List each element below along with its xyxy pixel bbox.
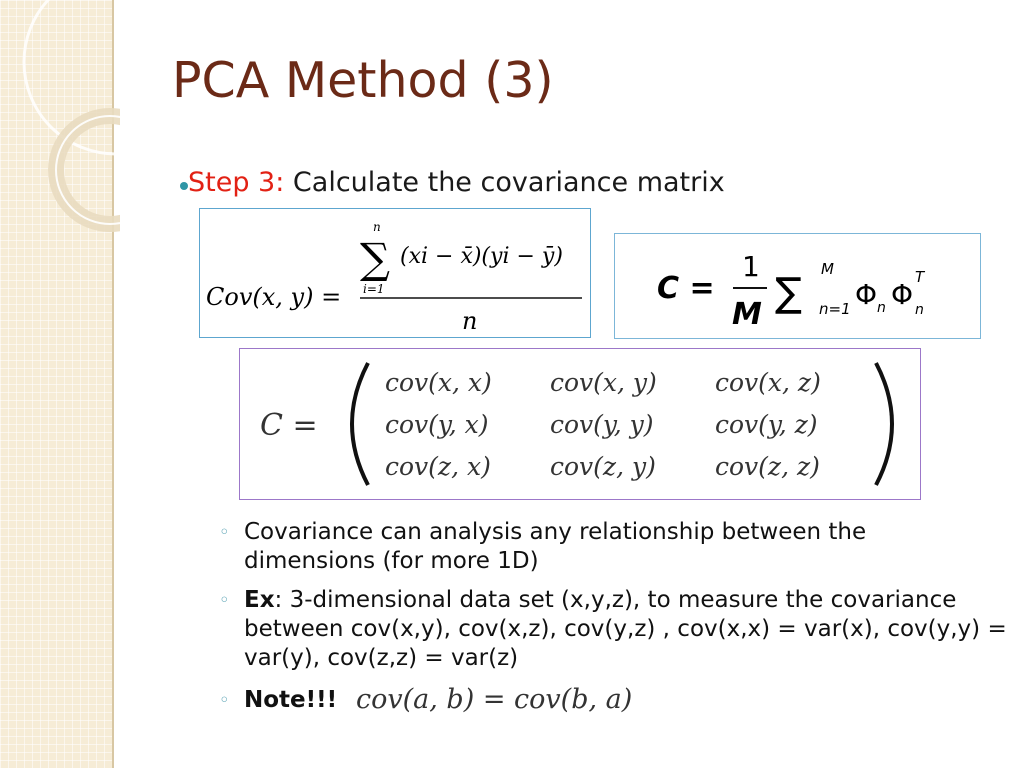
formula2-sum-lower: n=1 <box>819 300 851 318</box>
decorative-circles <box>0 0 120 260</box>
matrix-right-paren <box>876 363 892 485</box>
covariance-matrix-formula <box>239 348 921 500</box>
matrix-cell: cov(z, x) <box>385 452 491 481</box>
covariance-formula <box>199 208 591 338</box>
bullet-marker <box>180 182 188 190</box>
matrix-cell: cov(x, z) <box>715 368 821 397</box>
formula2-sum-sign: ∑ <box>775 270 802 316</box>
sum-sign: ∑ <box>360 234 390 283</box>
formula2-frac-den: M <box>732 297 762 332</box>
formula1-lhs: Cov(x, y) = <box>206 283 342 311</box>
formula1-denominator: n <box>462 307 478 335</box>
formula2-lhs: C = <box>657 271 715 306</box>
main-bullet <box>188 167 725 198</box>
step-label: Step 3: <box>188 167 285 198</box>
sub-bullet-marker: ◦ <box>219 690 230 711</box>
covariance-sum-formula <box>614 233 981 339</box>
covariance-sum-graphic <box>615 234 980 338</box>
formula2-frac-num: 1 <box>742 250 760 283</box>
note-label: Note!!! <box>244 687 338 713</box>
sub-bullet-marker: ◦ <box>219 590 230 611</box>
note-formula-text: cov(a, b) = cov(b, a) <box>356 684 633 715</box>
step-text: Calculate the covariance matrix <box>284 167 725 198</box>
example-text: : 3-dimensional data set (x,y,z), to measure the covariance between cov(x,y), cov(x,z), cov(y,z) , cov(x,x) = var(x), cov(y,y) = var(y), cov(z,z) = var(z) <box>244 587 1007 671</box>
sub-bullet-covariance <box>244 518 944 576</box>
slide-title: PCA Method (3) <box>172 52 554 109</box>
sub-bullet-text: Covariance can analysis any relationship between the dimensions (for more 1D) <box>244 519 867 574</box>
matrix-cell: cov(y, x) <box>385 410 489 439</box>
formula1-sum-lower: i=1 <box>363 282 385 296</box>
matrix-cell: cov(x, y) <box>550 368 657 397</box>
matrix-cell: cov(z, y) <box>550 452 656 481</box>
covariance-matrix-graphic <box>240 349 920 499</box>
formula2-sum-upper: M <box>821 260 834 278</box>
formula1-numerator: (xi − x̄)(yi − ȳ) <box>400 244 563 269</box>
matrix-cell: cov(z, z) <box>715 452 820 481</box>
sub-bullet-note <box>244 686 337 715</box>
matrix-left-paren <box>352 363 368 485</box>
formula1-sum-upper: n <box>373 220 381 234</box>
matrix-cell: cov(y, z) <box>715 410 818 439</box>
note-formula <box>356 678 656 718</box>
formula2-phi1-sub: n <box>877 300 886 316</box>
formula2-phi2-sub: n <box>915 302 924 318</box>
matrix-cell: cov(x, x) <box>385 368 492 397</box>
formula2-phi2: Φ <box>891 278 914 311</box>
formula2-phi2-sup: T <box>915 268 925 286</box>
formula3-lhs: C = <box>260 408 318 443</box>
formula2-phi1: Φ <box>855 278 878 311</box>
sub-bullet-example <box>244 586 1014 673</box>
matrix-cell: cov(y, y) <box>550 410 654 439</box>
example-label: Ex <box>244 587 275 613</box>
covariance-formula-graphic <box>200 209 590 337</box>
sub-bullet-marker: ◦ <box>219 522 230 543</box>
